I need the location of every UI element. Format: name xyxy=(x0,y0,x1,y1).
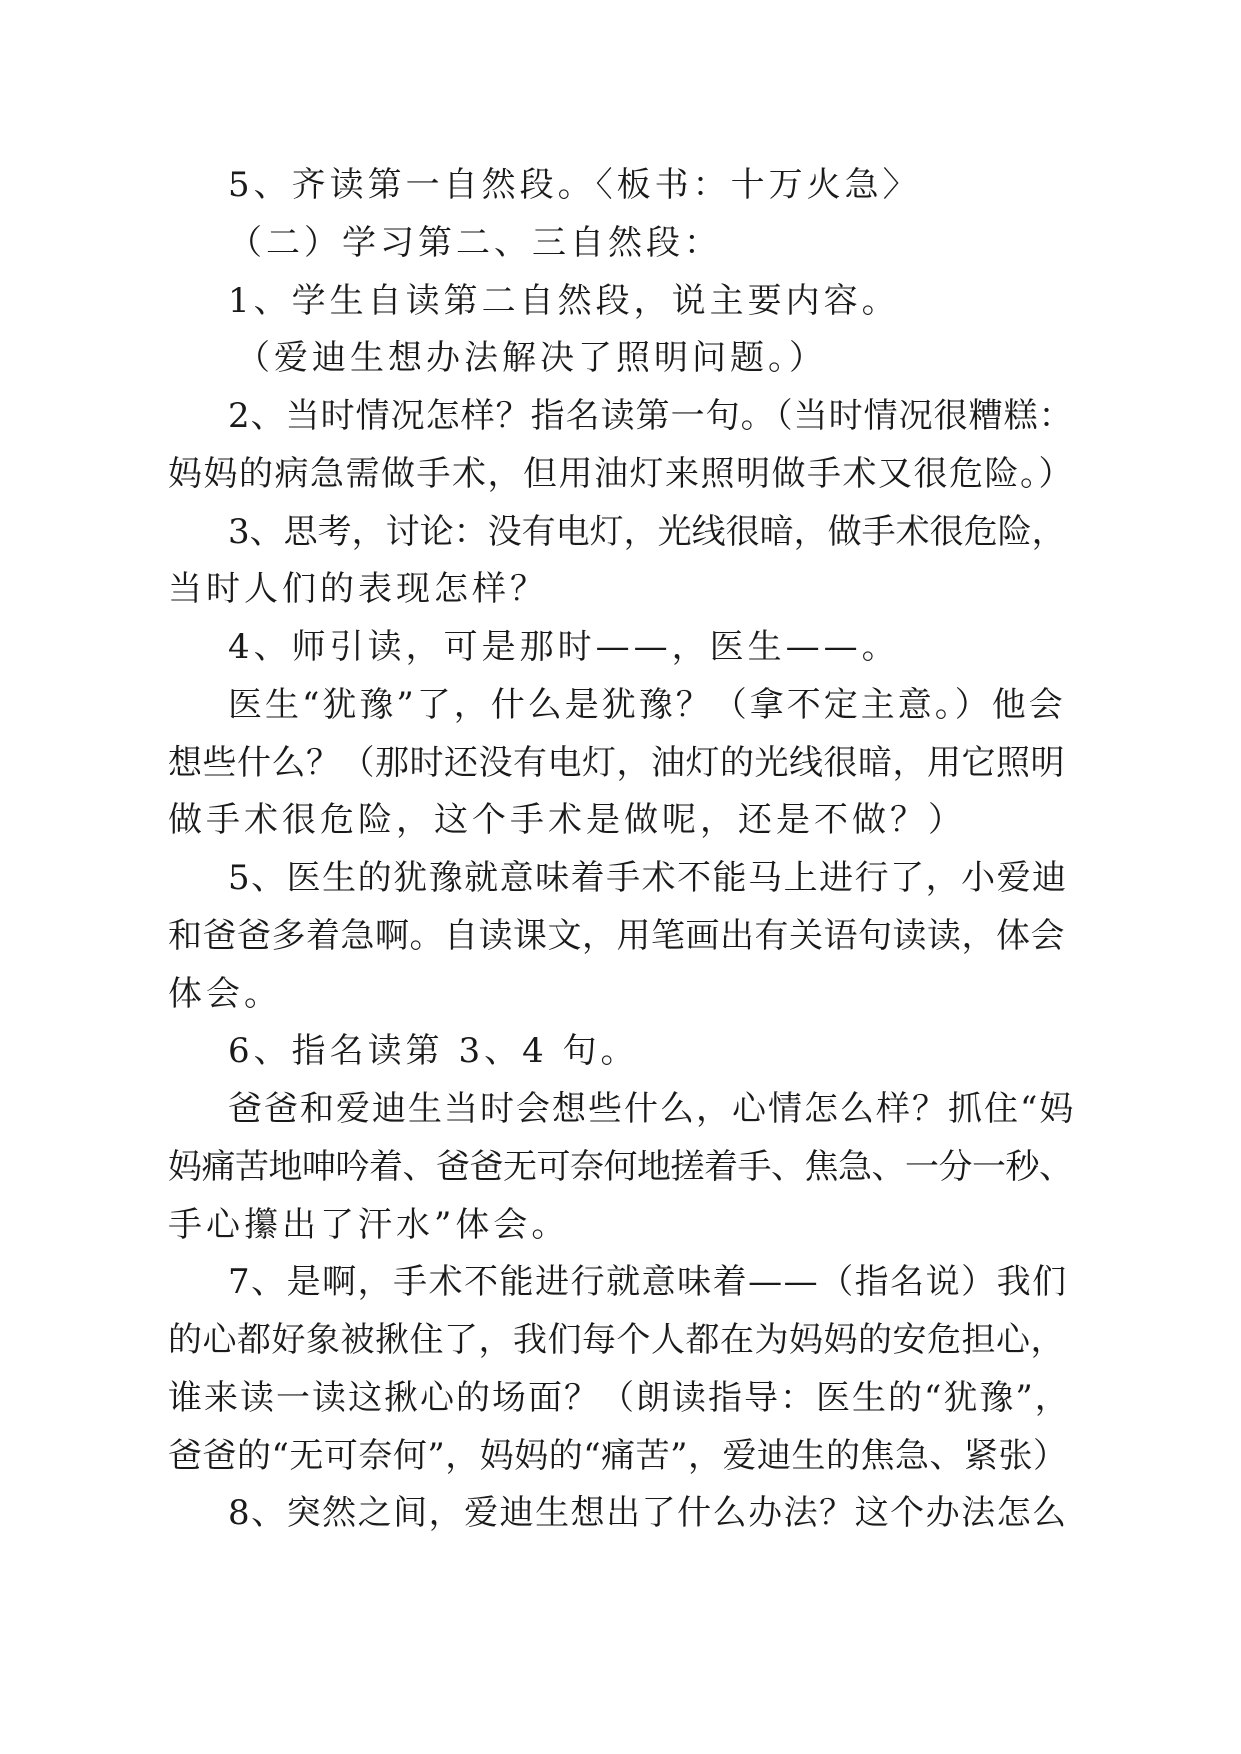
text-line: 1、学生自读第二自然段，说主要内容。 xyxy=(228,281,900,321)
text-line: 4、师引读，可是那时——，医生——。 xyxy=(228,627,900,667)
text-line: 当时人们的表现怎样？ xyxy=(168,569,548,609)
text-line: 妈妈的病急需做手术，但用油灯来照明做手术又很危险。） xyxy=(168,454,1074,494)
text-line: （爱迪生想办法解决了照明问题。） xyxy=(236,338,827,378)
text-line: 和爸爸多着急啊。自读课文，用笔画出有关语句读读，体会 xyxy=(168,916,1065,956)
text-line: 7、是啊，手术不能进行就意味着——（指名说）我们 xyxy=(228,1262,1068,1302)
text-line: （二）学习第二、三自然段： xyxy=(228,223,722,263)
text-line: 3、思考，讨论：没有电灯，光线很暗，做手术很危险， xyxy=(228,512,1066,552)
text-line: 6、指名读第 3、4 句。 xyxy=(228,1031,639,1071)
text-line: 医生“犹豫”了，什么是犹豫？（拿不定主意。）他会 xyxy=(228,685,1066,725)
text-line: 手心攥出了汗水”体会。 xyxy=(168,1205,570,1245)
text-line: 妈痛苦地呻吟着、爸爸无可奈何地搓着手、焦急、一分一秒、 xyxy=(168,1147,1073,1187)
text-line: 谁来读一读这揪心的场面？（朗读指导：医生的“犹豫”， xyxy=(168,1378,1071,1418)
text-line: 体会。 xyxy=(168,974,282,1014)
text-line: 的心都好象被揪住了，我们每个人都在为妈妈的安危担心， xyxy=(168,1320,1065,1360)
text-line: 5、齐读第一自然段。〈板书：十万火急〉 xyxy=(228,165,921,205)
text-line: 爸爸和爱迪生当时会想些什么，心情怎么样？抓住“妈 xyxy=(228,1089,1076,1129)
text-line: 2、当时情况怎样？指名读第一句。（当时情况很糟糕： xyxy=(228,396,1074,436)
text-line: 做手术很危险，这个手术是做呢，还是不做？） xyxy=(168,800,966,840)
text-line: 爸爸的“无可奈何”，妈妈的“痛苦”，爱迪生的焦急、紧张） xyxy=(168,1436,1068,1476)
text-line: 8、突然之间，爱迪生想出了什么办法？这个办法怎么 xyxy=(228,1493,1068,1533)
text-line: 5、医生的犹豫就意味着手术不能马上进行了，小爱迪 xyxy=(228,858,1068,898)
text-line: 想些什么？（那时还没有电灯，油灯的光线很暗，用它照明 xyxy=(168,743,1065,783)
